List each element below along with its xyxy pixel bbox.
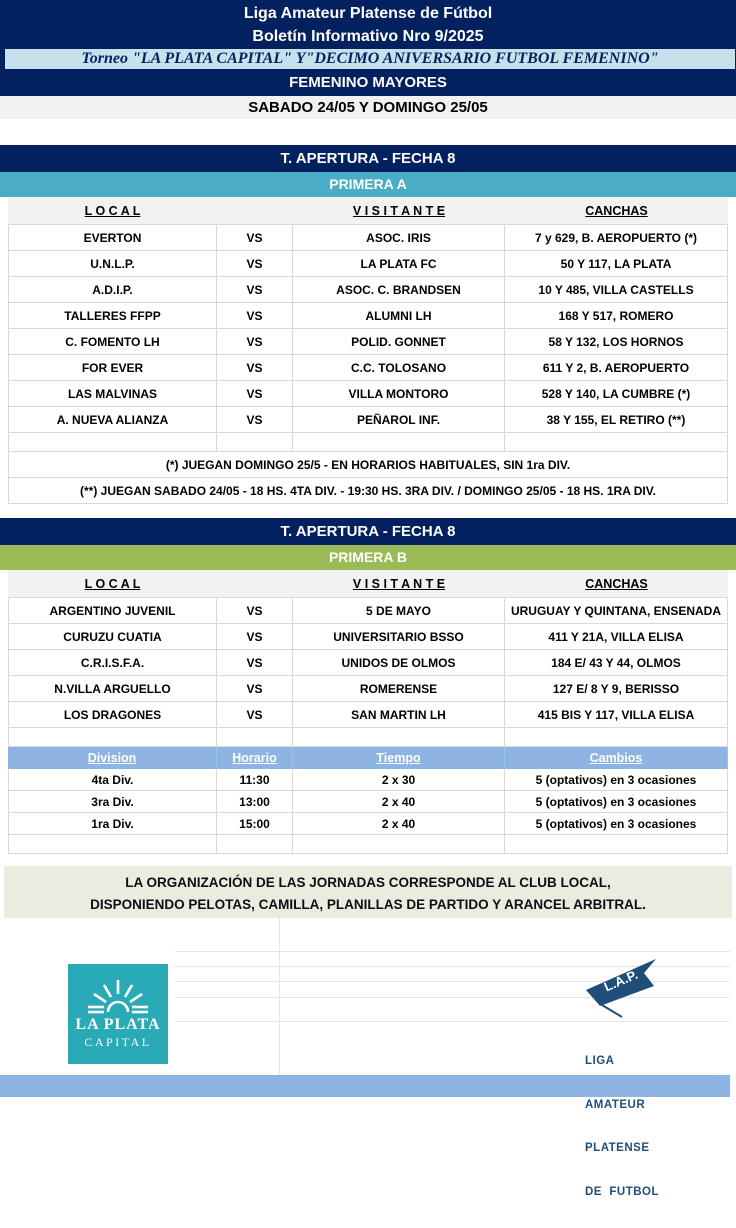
schedule-header-horario: Horario <box>217 747 293 769</box>
schedule-substitutions: 5 (optativos) en 3 ocasiones <box>505 791 728 813</box>
local-team: U.N.L.P. <box>8 251 217 277</box>
column-header-vs <box>217 570 293 598</box>
schedule-time: 15:00 <box>217 813 293 835</box>
empty-cell <box>8 728 217 747</box>
schedule-time: 11:30 <box>217 769 293 791</box>
lap-logo-text <box>585 1025 710 1228</box>
empty-cell <box>505 728 728 747</box>
venue: 415 BIS Y 117, VILLA ELISA <box>505 702 728 728</box>
note-asterisk: (*) JUEGAN DOMINGO 25/5 - EN HORARIOS HABITUALES, SIN 1ra DIV. <box>8 452 728 478</box>
local-team: C. FOMENTO LH <box>8 329 217 355</box>
local-team: TALLERES FFPP <box>8 303 217 329</box>
local-team: EVERTON <box>8 225 217 251</box>
vs-label: VS <box>217 650 293 676</box>
venue: 10 Y 485, VILLA CASTELLS <box>505 277 728 303</box>
empty-cell <box>8 835 217 854</box>
venue: 528 Y 140, LA CUMBRE (*) <box>505 381 728 407</box>
section-banner-apertura-a: T. APERTURA - FECHA 8 <box>0 145 736 172</box>
schedule-duration: 2 x 40 <box>293 791 505 813</box>
visitor-team: POLID. GONNET <box>293 329 505 355</box>
venue: 7 y 629, B. AEROPUERTO (*) <box>505 225 728 251</box>
empty-cell <box>293 433 505 452</box>
schedule-table <box>8 747 728 854</box>
spacer <box>0 504 736 518</box>
local-team: ARGENTINO JUVENIL <box>8 598 217 624</box>
capital-logo-subtitle: CAPITAL <box>84 1035 152 1049</box>
visitor-team: LA PLATA FC <box>293 251 505 277</box>
notice-line1: LA ORGANIZACIÓN DE LAS JORNADAS CORRESPONDE AL CLUB LOCAL, <box>125 875 611 890</box>
column-header-local: L O C A L <box>8 570 217 598</box>
vs-label: VS <box>217 702 293 728</box>
pennant-flag-icon <box>580 956 670 1018</box>
visitor-team: ALUMNI LH <box>293 303 505 329</box>
schedule-time: 13:00 <box>217 791 293 813</box>
venue: 184 E/ 43 Y 44, OLMOS <box>505 650 728 676</box>
venue: 38 Y 155, EL RETIRO (**) <box>505 407 728 433</box>
gridline <box>175 951 730 952</box>
organization-notice <box>4 866 732 918</box>
visitor-team: C.C. TOLOSANO <box>293 355 505 381</box>
column-header-vs <box>217 197 293 225</box>
visitor-team: ASOC. IRIS <box>293 225 505 251</box>
schedule-header-division: Division <box>8 747 217 769</box>
fixtures-table-primera-b <box>8 570 728 747</box>
sun-icon <box>86 978 150 1014</box>
empty-cell <box>217 728 293 747</box>
visitor-team: PEÑAROL INF. <box>293 407 505 433</box>
lap-line4: DE FUTBOL <box>585 1185 659 1198</box>
venue: 611 Y 2, B. AEROPUERTO <box>505 355 728 381</box>
local-team: A.D.I.P. <box>8 277 217 303</box>
vs-label: VS <box>217 598 293 624</box>
gridline <box>279 918 280 1075</box>
venue: 127 E/ 8 Y 9, BERISSO <box>505 676 728 702</box>
league-title: Liga Amateur Platense de Fútbol <box>243 5 493 22</box>
spacer <box>0 854 736 866</box>
group-banner-primera-a: PRIMERA A <box>0 172 736 197</box>
local-team: N.VILLA ARGUELLO <box>8 676 217 702</box>
column-header-visitante: V I S I T A N T E <box>293 197 505 225</box>
visitor-team: UNIDOS DE OLMOS <box>293 650 505 676</box>
vs-label: VS <box>217 407 293 433</box>
fixtures-table-primera-a <box>8 197 728 452</box>
lap-line3: PLATENSE <box>585 1142 650 1154</box>
visitor-team: ROMERENSE <box>293 676 505 702</box>
venue: 168 Y 517, ROMERO <box>505 303 728 329</box>
schedule-substitutions: 5 (optativos) en 3 ocasiones <box>505 769 728 791</box>
empty-cell <box>505 835 728 854</box>
schedule-division: 3ra Div. <box>8 791 217 813</box>
venue: 411 Y 21A, VILLA ELISA <box>505 624 728 650</box>
category-banner: FEMENINO MAYORES <box>0 70 736 96</box>
schedule-header-cambios: Cambios <box>505 747 728 769</box>
local-team: C.R.I.S.F.A. <box>8 650 217 676</box>
venue: 50 Y 117, LA PLATA <box>505 251 728 277</box>
schedule-division: 4ta Div. <box>8 769 217 791</box>
vs-label: VS <box>217 381 293 407</box>
venue: 58 Y 132, LOS HORNOS <box>505 329 728 355</box>
lap-line1: LIGA <box>585 1055 615 1067</box>
la-plata-capital-logo <box>68 964 168 1064</box>
empty-cell <box>505 433 728 452</box>
local-team: LOS DRAGONES <box>8 702 217 728</box>
venue: URUGUAY Y QUINTANA, ENSENADA <box>505 598 728 624</box>
schedule-duration: 2 x 40 <box>293 813 505 835</box>
vs-label: VS <box>217 303 293 329</box>
vs-label: VS <box>217 277 293 303</box>
tournament-banner: Torneo "LA PLATA CAPITAL" Y"DECIMO ANIVERSARIO FUTBOL FEMENINO" <box>0 48 736 70</box>
empty-cell <box>8 433 217 452</box>
vs-label: VS <box>217 624 293 650</box>
visitor-team: UNIVERSITARIO BSSO <box>293 624 505 650</box>
empty-cell <box>293 835 505 854</box>
group-banner-primera-b: PRIMERA B <box>0 545 736 570</box>
lap-line2: AMATEUR <box>585 1098 646 1111</box>
local-team: A. NUEVA ALIANZA <box>8 407 217 433</box>
local-team: CURUZU CUATIA <box>8 624 217 650</box>
vs-label: VS <box>217 251 293 277</box>
spacer <box>0 119 736 145</box>
local-team: FOR EVER <box>8 355 217 381</box>
schedule-substitutions: 5 (optativos) en 3 ocasiones <box>505 813 728 835</box>
schedule-division: 1ra Div. <box>8 813 217 835</box>
dates-banner: SABADO 24/05 Y DOMINGO 25/05 <box>0 96 736 119</box>
empty-cell <box>217 433 293 452</box>
visitor-team: ASOC. C. BRANDSEN <box>293 277 505 303</box>
empty-cell <box>293 728 505 747</box>
local-team: LAS MALVINAS <box>8 381 217 407</box>
notice-line2: DISPONIENDO PELOTAS, CAMILLA, PLANILLAS DE PARTIDO Y ARANCEL ARBITRAL. <box>90 897 646 912</box>
column-header-canchas: CANCHAS <box>505 197 728 225</box>
bulletin-number: Boletín Informativo Nro 9/2025 <box>252 28 484 45</box>
footer <box>0 918 736 1198</box>
vs-label: VS <box>217 329 293 355</box>
note-double-asterisk: (**) JUEGAN SABADO 24/05 - 18 HS. 4TA DIV. - 19:30 HS. 3RA DIV. / DOMINGO 25/05 - 18 HS. 1RA DIV. <box>8 478 728 504</box>
capital-logo-name: LA PLATA <box>75 1016 161 1033</box>
vs-label: VS <box>217 225 293 251</box>
lap-logo <box>580 956 710 1228</box>
column-header-visitante: V I S I T A N T E <box>293 570 505 598</box>
masthead <box>0 0 736 48</box>
lap-flag-text: L.A.P. <box>601 966 640 995</box>
schedule-header-tiempo: Tiempo <box>293 747 505 769</box>
vs-label: VS <box>217 676 293 702</box>
empty-cell <box>217 835 293 854</box>
column-header-canchas: CANCHAS <box>505 570 728 598</box>
visitor-team: 5 DE MAYO <box>293 598 505 624</box>
vs-label: VS <box>217 355 293 381</box>
visitor-team: SAN MARTIN LH <box>293 702 505 728</box>
visitor-team: VILLA MONTORO <box>293 381 505 407</box>
schedule-duration: 2 x 30 <box>293 769 505 791</box>
column-header-local: L O C A L <box>8 197 217 225</box>
section-banner-apertura-b: T. APERTURA - FECHA 8 <box>0 518 736 545</box>
